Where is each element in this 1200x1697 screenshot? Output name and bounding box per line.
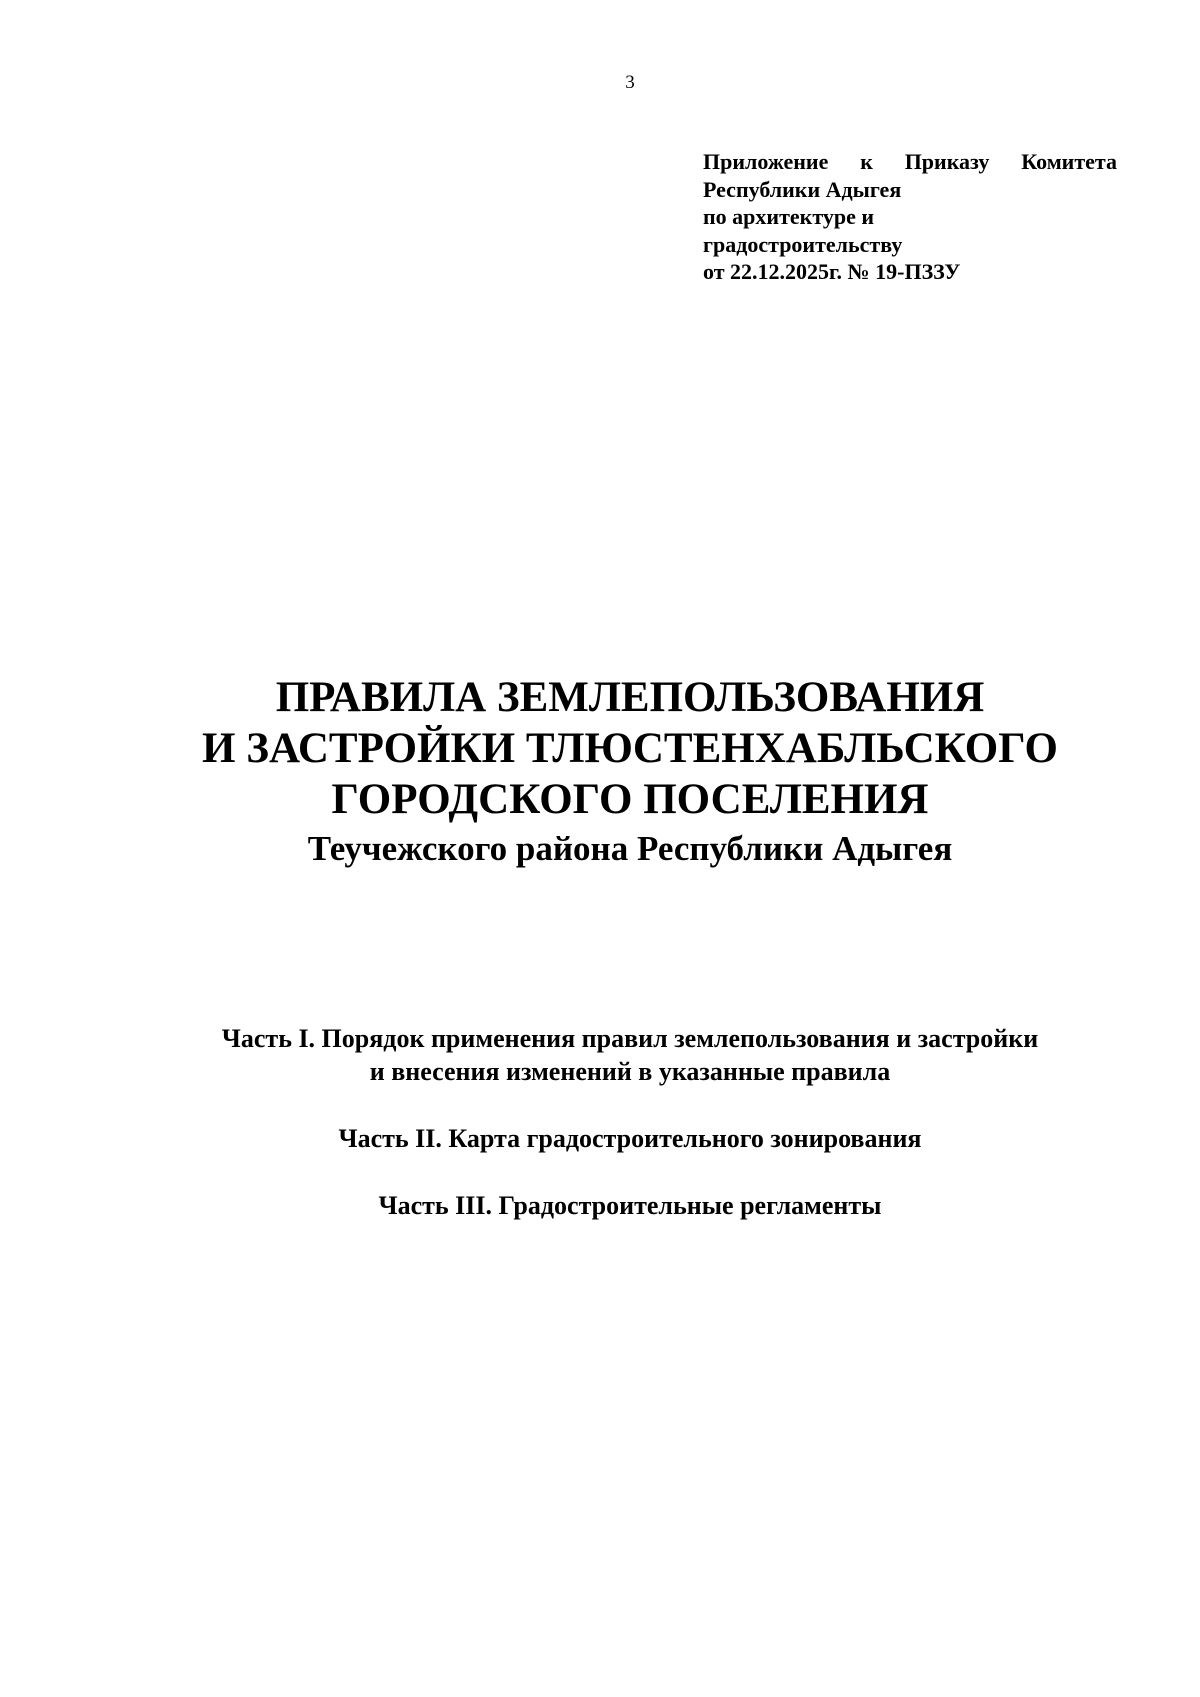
title-line-2: И ЗАСТРОЙКИ ТЛЮСТЕНХАБЛЬСКОГО (202, 725, 1058, 772)
appendix-word: Комитета (1021, 149, 1117, 174)
part-1 (0, 1022, 1200, 1088)
appendix-word: Приложение (703, 149, 829, 174)
page-number: 3 (625, 72, 635, 93)
document-title (0, 672, 1200, 873)
appendix-line-4: градостроительству (703, 231, 903, 257)
part-1-line-1: Часть I. Порядок применения правил землепользования и застройки (221, 1024, 1039, 1053)
appendix-header (703, 148, 1117, 286)
title-line-1: ПРАВИЛА ЗЕМЛЕПОЛЬЗОВАНИЯ (275, 674, 985, 721)
part-2-line-1: Часть II. Карта градостроительного зонирования (338, 1124, 922, 1153)
appendix-order-number: от 22.12.2025г. № 19-ПЗЗУ (703, 259, 961, 284)
part-3 (0, 1189, 1200, 1222)
appendix-word: Приказу (904, 149, 990, 174)
part-3-line-1: Часть III. Градостроительные регламенты (378, 1191, 882, 1220)
part-2 (0, 1122, 1200, 1155)
appendix-line-3: по архитектуре и (703, 204, 875, 229)
title-subtitle: Теучежского района Республики Адыгея (307, 829, 953, 868)
appendix-line-1 (703, 148, 1117, 176)
appendix-line-2: Республики Адыгея (703, 176, 902, 202)
title-line-3: ГОРОДСКОГО ПОСЕЛЕНИЯ (331, 776, 929, 823)
parts-list (0, 1022, 1200, 1256)
appendix-word: к (860, 149, 873, 174)
part-1-line-2: и внесения изменений в указанные правила (369, 1057, 891, 1086)
